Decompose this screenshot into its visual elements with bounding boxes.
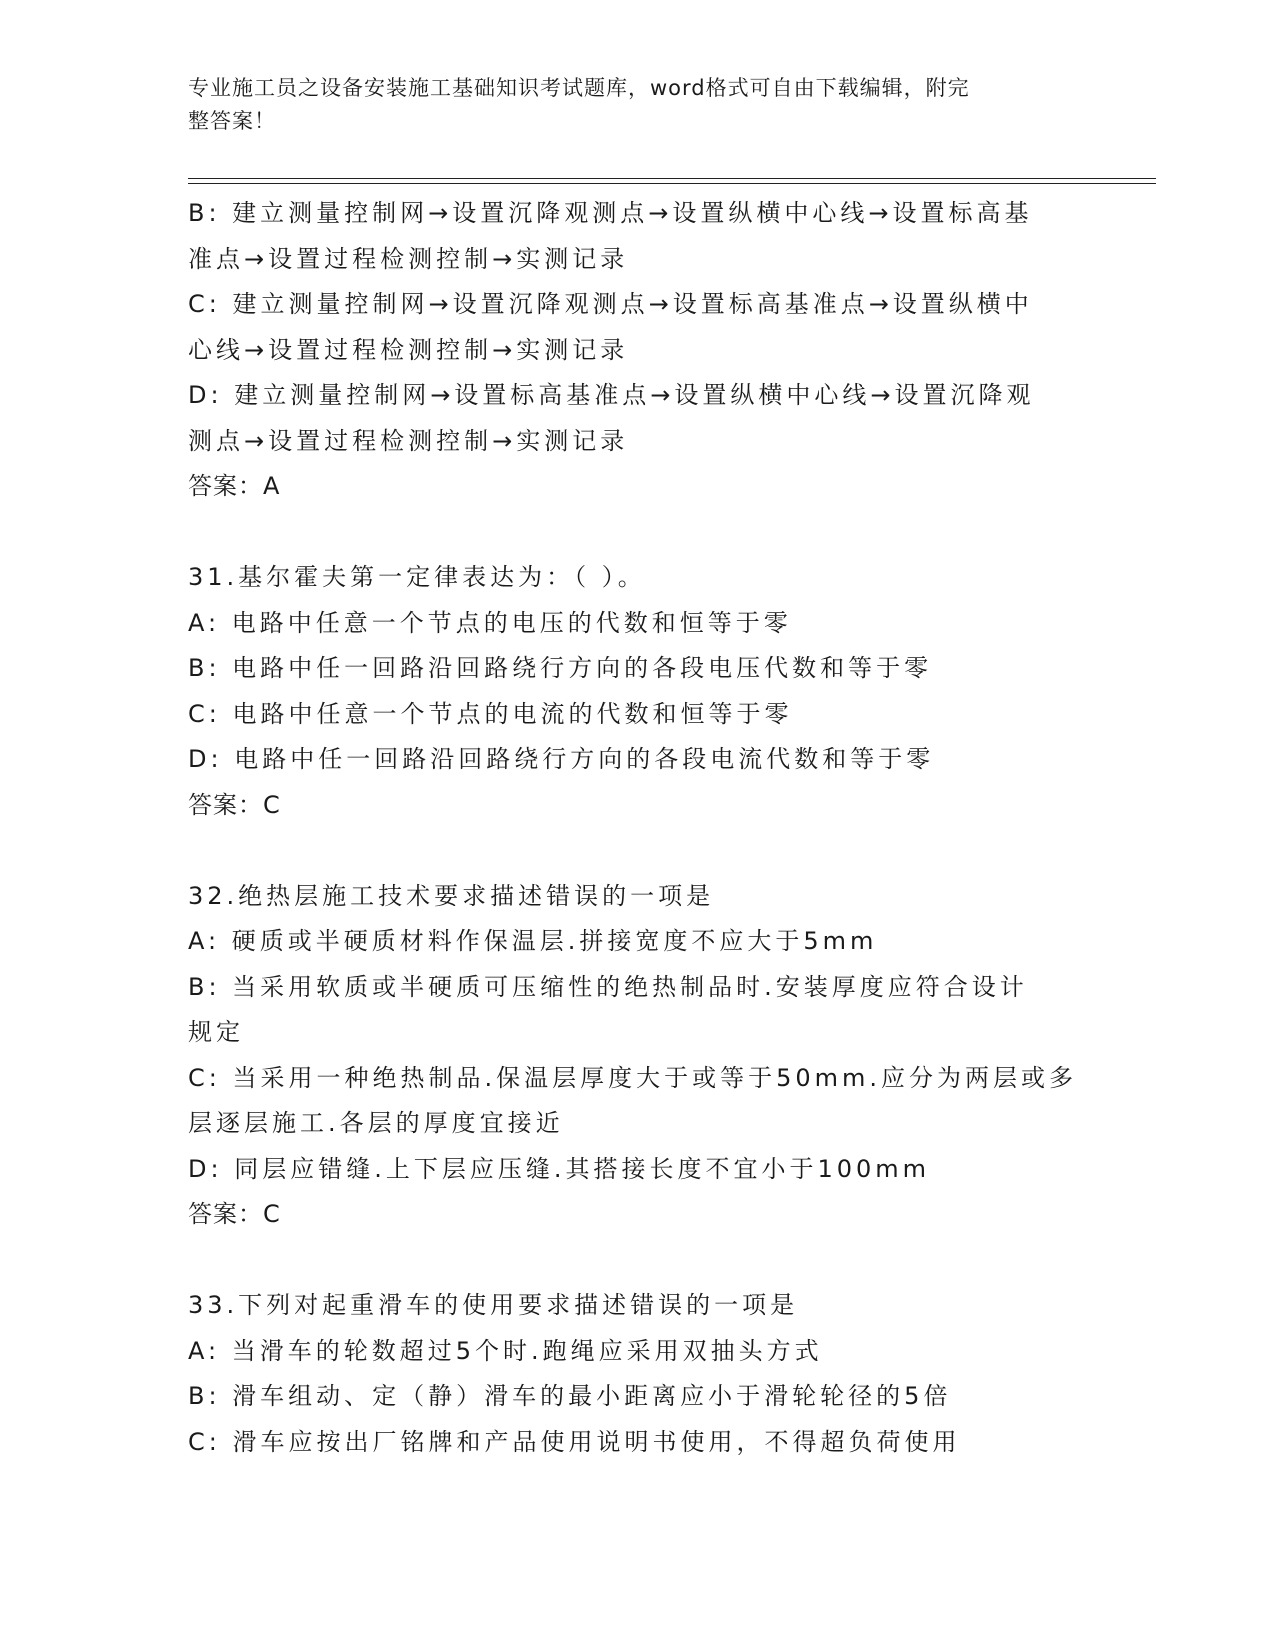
- option-d: D: 电路中任一回路沿回路绕行方向的各段电流代数和等于零: [188, 745, 935, 773]
- option-c-line-1: C: 建立测量控制网→设置沉降观测点→设置标高基准点→设置纵横中: [188, 290, 1033, 318]
- question-30-continued: [188, 191, 1078, 510]
- header-title-line-2: 整答案！: [188, 109, 276, 133]
- answer: 答案：A: [188, 472, 281, 500]
- option-c: C: 滑车应按出厂铭牌和产品使用说明书使用，不得超负荷使用: [188, 1427, 961, 1456]
- option-c-line-2: 心线→设置过程检测控制→实测记录: [188, 335, 629, 364]
- header-divider-bottom: [188, 183, 1156, 184]
- header-title-line-1: 专业施工员之设备安装施工基础知识考试题库，word格式可自由下载编辑，附完: [188, 76, 970, 100]
- spacer: [188, 1238, 1078, 1284]
- option-d: D: 同层应错缝.上下层应压缝.其搭接长度不宜小于100mm: [188, 1154, 931, 1183]
- option-b-line-2: 准点→设置过程检测控制→实测记录: [188, 244, 629, 273]
- question-stem: 31.基尔霍夫第一定律表达为：（ ）。: [188, 563, 646, 591]
- option-c-line-2: 层逐层施工.各层的厚度宜接近: [188, 1109, 564, 1137]
- header-divider-top: [188, 178, 1156, 179]
- answer: 答案：C: [188, 1200, 281, 1228]
- option-b-line-1: B: 建立测量控制网→设置沉降观测点→设置纵横中心线→设置标高基: [188, 199, 1033, 227]
- option-a: A: 电路中任意一个节点的电压的代数和恒等于零: [188, 608, 792, 637]
- option-a: A: 当滑车的轮数超过5个时.跑绳应采用双抽头方式: [188, 1336, 823, 1365]
- question-stem: 32.绝热层施工技术要求描述错误的一项是: [188, 881, 715, 910]
- option-a: A: 硬质或半硬质材料作保温层.拼接宽度不应大于5mm: [188, 927, 878, 955]
- question-32: [188, 874, 1078, 1238]
- spacer: [188, 828, 1078, 874]
- option-b-line-2: 规定: [188, 1018, 244, 1046]
- option-b: B: 滑车组动、定（静）滑车的最小距离应小于滑轮轮径的5倍: [188, 1382, 952, 1410]
- document-header: [188, 72, 1068, 138]
- question-31: [188, 555, 1078, 828]
- answer: 答案：C: [188, 790, 281, 819]
- option-c: C: 电路中任意一个节点的电流的代数和恒等于零: [188, 699, 793, 728]
- option-b: B: 电路中任一回路沿回路绕行方向的各段电压代数和等于零: [188, 654, 933, 682]
- option-b-line-1: B: 当采用软质或半硬质可压缩性的绝热制品时.安装厚度应符合设计: [188, 972, 1028, 1001]
- option-d-line-1: D: 建立测量控制网→设置标高基准点→设置纵横中心线→设置沉降观: [188, 381, 1035, 409]
- question-33: [188, 1283, 1078, 1465]
- document-body: [188, 191, 1078, 1465]
- spacer: [188, 510, 1078, 556]
- option-c-line-1: C: 当采用一种绝热制品.保温层厚度大于或等于50mm.应分为两层或多: [188, 1063, 1078, 1092]
- question-stem: 33.下列对起重滑车的使用要求描述错误的一项是: [188, 1291, 799, 1319]
- option-d-line-2: 测点→设置过程检测控制→实测记录: [188, 426, 629, 455]
